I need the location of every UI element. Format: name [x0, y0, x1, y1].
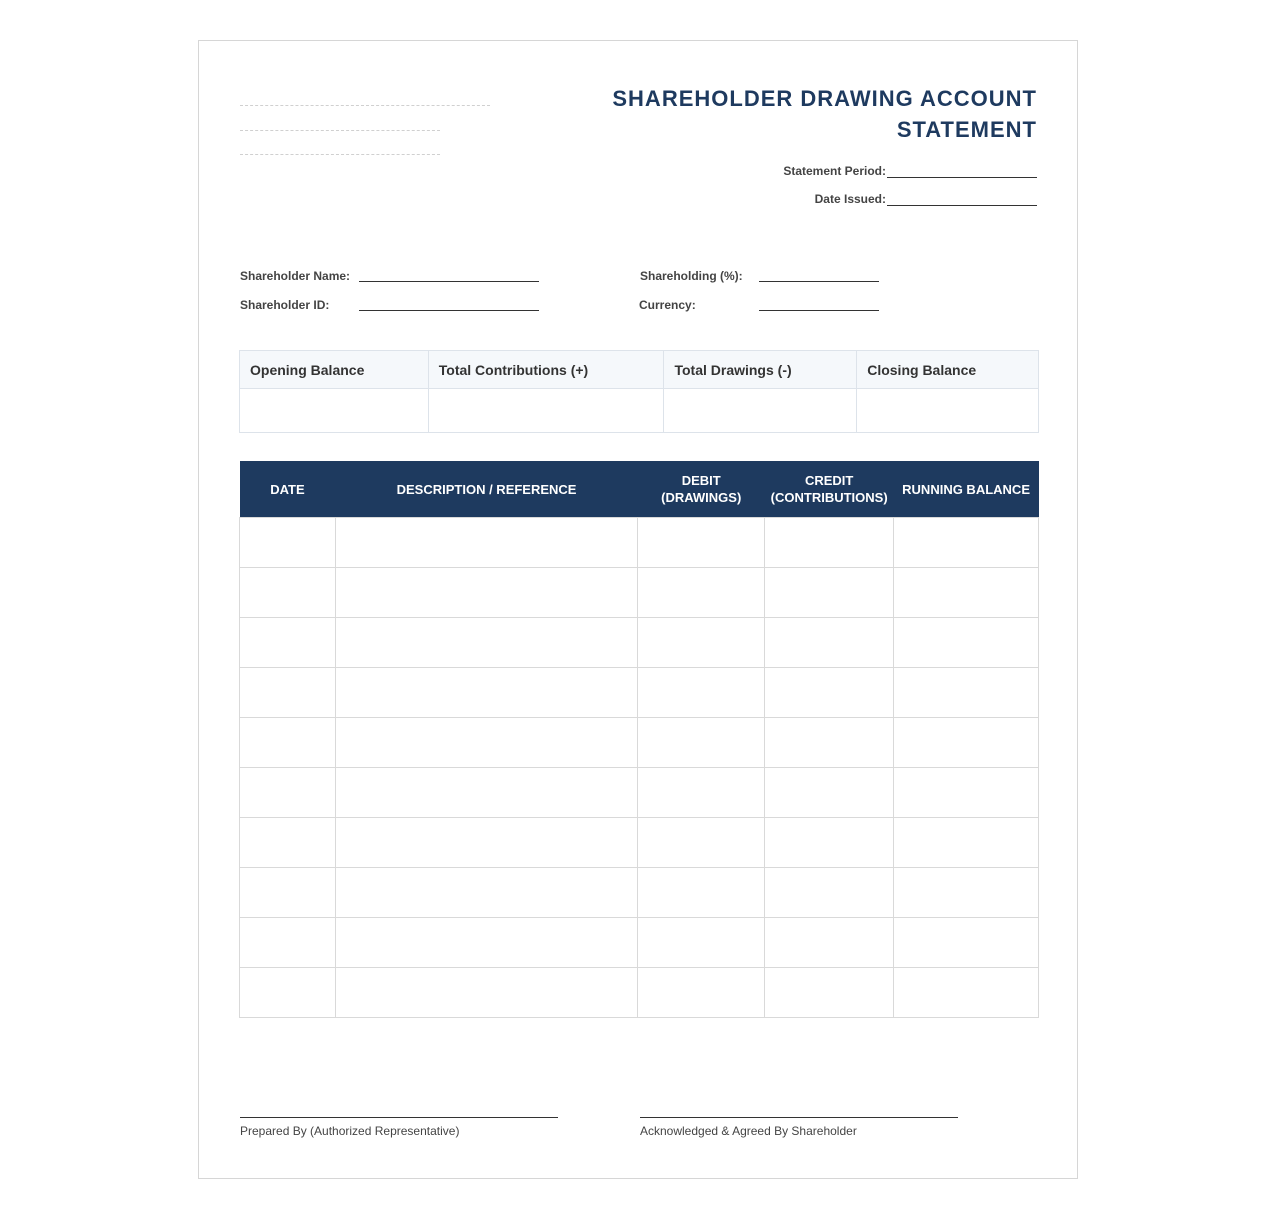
credit-cell[interactable] — [765, 668, 894, 718]
running-balance-cell[interactable] — [894, 868, 1039, 918]
debit-cell[interactable] — [638, 768, 765, 818]
description-cell[interactable] — [335, 518, 637, 568]
credit-cell[interactable] — [765, 968, 894, 1018]
description-cell[interactable] — [335, 718, 637, 768]
debit-header: DEBIT (DRAWINGS) — [638, 461, 765, 518]
running-balance-cell[interactable] — [894, 818, 1039, 868]
description-cell[interactable] — [335, 668, 637, 718]
description-header: DESCRIPTION / REFERENCE — [335, 461, 637, 518]
shareholding-label: Shareholding (%): — [640, 269, 743, 283]
running-balance-cell[interactable] — [894, 768, 1039, 818]
statement-period-field[interactable] — [887, 163, 1037, 178]
shareholder-id-field[interactable] — [359, 310, 539, 311]
acknowledged-signature-line[interactable] — [640, 1117, 958, 1118]
prepared-by-label: Prepared By (Authorized Representative) — [240, 1124, 460, 1138]
address-placeholder-line — [240, 130, 440, 131]
credit-cell[interactable] — [765, 818, 894, 868]
date-cell[interactable] — [240, 918, 336, 968]
prepared-by-signature-line[interactable] — [240, 1117, 558, 1118]
credit-cell[interactable] — [765, 918, 894, 968]
credit-header: CREDIT (CONTRIBUTIONS) — [765, 461, 894, 518]
description-cell[interactable] — [335, 768, 637, 818]
table-row — [240, 668, 1039, 718]
description-cell[interactable] — [335, 818, 637, 868]
acknowledged-label: Acknowledged & Agreed By Shareholder — [640, 1124, 857, 1138]
credit-cell[interactable] — [765, 868, 894, 918]
running-balance-cell[interactable] — [894, 918, 1039, 968]
contact-placeholder-line — [240, 154, 440, 155]
currency-label: Currency: — [639, 298, 696, 312]
total-contributions-header: Total Contributions (+) — [428, 351, 664, 389]
credit-cell[interactable] — [765, 618, 894, 668]
table-row — [240, 868, 1039, 918]
table-row — [240, 518, 1039, 568]
table-row — [240, 718, 1039, 768]
description-cell[interactable] — [335, 868, 637, 918]
total-contributions-cell[interactable] — [428, 389, 664, 433]
running-balance-cell[interactable] — [894, 568, 1039, 618]
balance-summary-table — [239, 350, 1039, 433]
date-cell[interactable] — [240, 868, 336, 918]
company-placeholder-line — [240, 105, 490, 106]
debit-cell[interactable] — [638, 868, 765, 918]
debit-cell[interactable] — [638, 968, 765, 1018]
running-balance-cell[interactable] — [894, 968, 1039, 1018]
statement-period-label: Statement Period: — [783, 164, 886, 178]
credit-cell[interactable] — [765, 768, 894, 818]
table-row — [240, 968, 1039, 1018]
date-cell[interactable] — [240, 668, 336, 718]
opening-balance-header: Opening Balance — [240, 351, 429, 389]
date-cell[interactable] — [240, 768, 336, 818]
total-drawings-cell[interactable] — [664, 389, 857, 433]
debit-cell[interactable] — [638, 718, 765, 768]
date-cell[interactable] — [240, 718, 336, 768]
table-row — [240, 818, 1039, 868]
description-cell[interactable] — [335, 568, 637, 618]
table-row — [240, 918, 1039, 968]
summary-value-row — [240, 389, 1039, 433]
running-balance-header: RUNNING BALANCE — [894, 461, 1039, 518]
description-cell[interactable] — [335, 618, 637, 668]
debit-cell[interactable] — [638, 918, 765, 968]
date-issued-field[interactable] — [887, 191, 1037, 206]
table-row — [240, 768, 1039, 818]
description-cell[interactable] — [335, 968, 637, 1018]
statement-period-row — [783, 163, 1037, 178]
ledger-body — [240, 518, 1039, 1018]
date-issued-row — [815, 191, 1037, 206]
running-balance-cell[interactable] — [894, 668, 1039, 718]
transaction-ledger-table — [239, 461, 1039, 1018]
credit-cell[interactable] — [765, 518, 894, 568]
currency-field[interactable] — [759, 310, 879, 311]
shareholder-id-label: Shareholder ID: — [240, 298, 330, 312]
opening-balance-cell[interactable] — [240, 389, 429, 433]
description-cell[interactable] — [335, 918, 637, 968]
shareholder-name-field[interactable] — [359, 281, 539, 282]
debit-cell[interactable] — [638, 518, 765, 568]
running-balance-cell[interactable] — [894, 718, 1039, 768]
statement-page — [198, 40, 1078, 1179]
total-drawings-header: Total Drawings (-) — [664, 351, 857, 389]
credit-cell[interactable] — [765, 718, 894, 768]
date-cell[interactable] — [240, 568, 336, 618]
debit-cell[interactable] — [638, 668, 765, 718]
debit-cell[interactable] — [638, 568, 765, 618]
date-cell[interactable] — [240, 818, 336, 868]
date-cell[interactable] — [240, 968, 336, 1018]
running-balance-cell[interactable] — [894, 618, 1039, 668]
shareholder-name-label: Shareholder Name: — [240, 269, 351, 283]
page-title: SHAREHOLDER DRAWING ACCOUNT STATEMENT — [612, 86, 1037, 142]
ledger-header-row — [240, 461, 1039, 518]
credit-cell[interactable] — [765, 568, 894, 618]
date-header: DATE — [240, 461, 336, 518]
shareholding-field[interactable] — [759, 281, 879, 282]
summary-header-row — [240, 351, 1039, 389]
debit-cell[interactable] — [638, 618, 765, 668]
date-issued-label: Date Issued: — [814, 192, 886, 206]
running-balance-cell[interactable] — [894, 518, 1039, 568]
debit-cell[interactable] — [638, 818, 765, 868]
table-row — [240, 618, 1039, 668]
date-cell[interactable] — [240, 518, 336, 568]
closing-balance-header: Closing Balance — [857, 351, 1039, 389]
table-row — [240, 568, 1039, 618]
closing-balance-cell[interactable] — [857, 389, 1039, 433]
date-cell[interactable] — [240, 618, 336, 668]
